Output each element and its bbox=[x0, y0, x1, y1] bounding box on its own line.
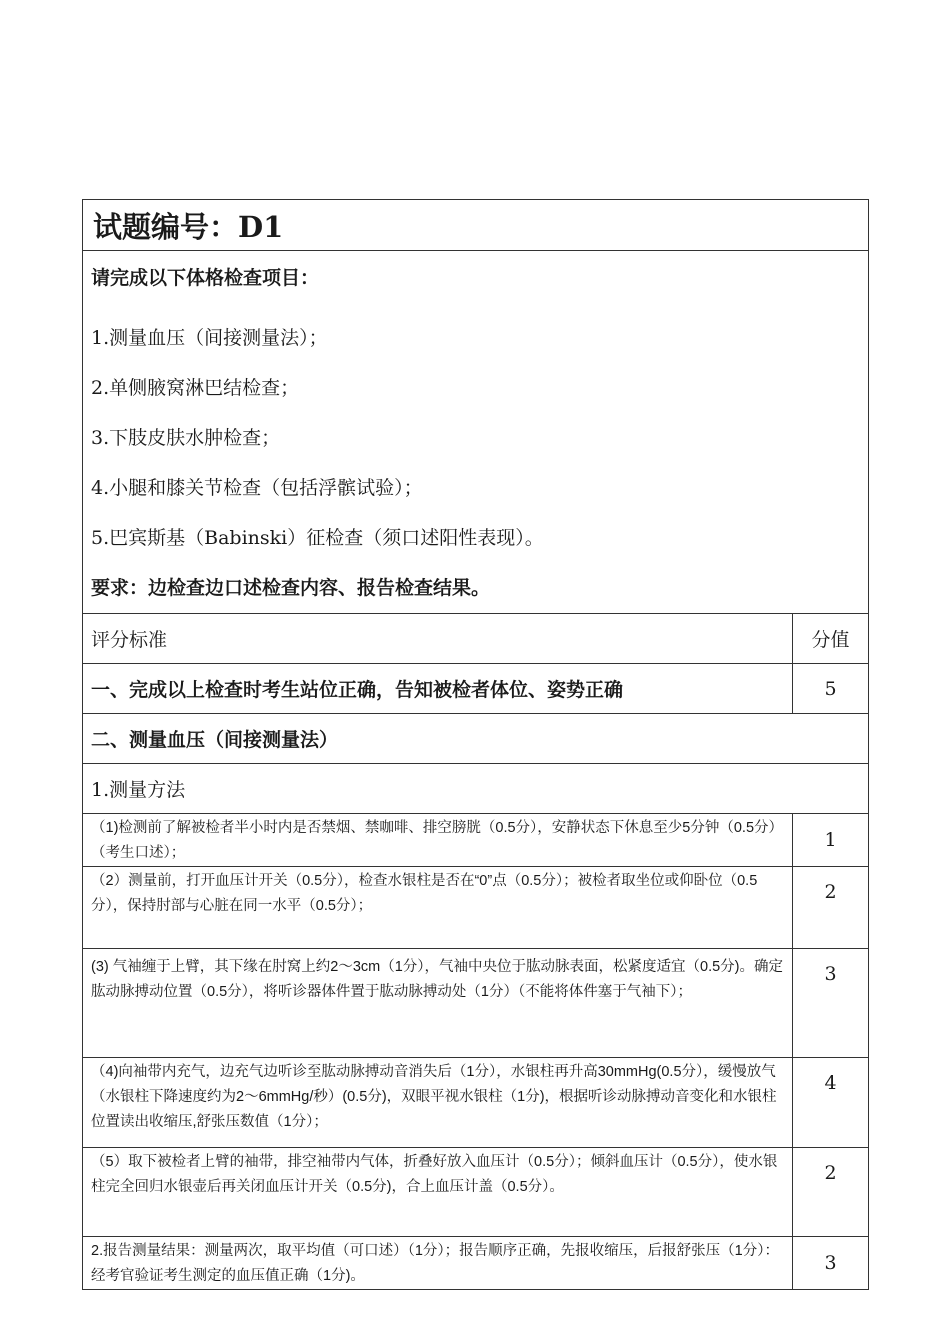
table-row bbox=[83, 949, 869, 1058]
instructions-heading: 请完成以下体格检查项目： bbox=[91, 267, 320, 289]
instruction-item: 2.单侧腋窝淋巴结检查； bbox=[91, 377, 300, 399]
criteria-text: （5）取下被检者上臂的袖带，排空袖带内气体，折叠好放入血压计（0.5分）；倾斜血压计（0.5分），使水银柱完全回归水银壶后再关闭血压计开关（0.5分)，合上血压计盖（0.5分）。 bbox=[83, 1148, 793, 1237]
table-row bbox=[83, 814, 869, 867]
instruction-item: 4.小腿和膝关节检查（包括浮髌试验）； bbox=[91, 477, 423, 499]
title-row bbox=[83, 200, 869, 251]
instructions-cell bbox=[83, 251, 869, 614]
instruction-item: 3.下肢皮肤水肿检查； bbox=[91, 427, 281, 449]
section1-text: 一、完成以上检查时考生站位正确，告知被检者体位、姿势正确 bbox=[83, 664, 793, 714]
criteria-score: 3 bbox=[793, 949, 869, 1058]
table-row bbox=[83, 1148, 869, 1237]
exam-sheet-table bbox=[82, 199, 869, 1290]
section1-row bbox=[83, 664, 869, 714]
grading-header-row bbox=[83, 614, 869, 664]
instruction-item: 5.巴宾斯基（Babinski）征检查（须口述阳性表现）。 bbox=[91, 527, 544, 549]
criteria-text: （2）测量前，打开血压计开关（0.5分），检查水银柱是否在“0”点（0.5分）；被检者取坐位或仰卧位（0.5分），保持肘部与心脏在同一水平（0.5分）； bbox=[83, 867, 793, 949]
table-row bbox=[83, 1237, 869, 1290]
criteria-score: 4 bbox=[793, 1058, 869, 1148]
criteria-text: （1)检测前了解被检者半小时内是否禁烟、禁咖啡、排空膀胱（0.5分），安静状态下休息至少5分钟（0.5分）（考生口述）； bbox=[83, 814, 793, 867]
criteria-header: 评分标准 bbox=[83, 614, 793, 664]
score-header: 分值 bbox=[793, 614, 869, 664]
criteria-score: 2 bbox=[793, 867, 869, 949]
subsection1-row bbox=[83, 764, 869, 814]
criteria-score: 2 bbox=[793, 1148, 869, 1237]
criteria-text: 2.报告测量结果：测量两次，取平均值（可口述）（1分）；报告顺序正确，先报收缩压，后报舒张压（1分）：经考官验证考生测定的血压值正确（1分)。 bbox=[83, 1237, 793, 1290]
section2-row bbox=[83, 714, 869, 764]
exam-title: 试题编号：D1 bbox=[83, 200, 869, 251]
criteria-score: 1 bbox=[793, 814, 869, 867]
section2-text: 二、测量血压（间接测量法） bbox=[83, 714, 869, 764]
table-row bbox=[83, 867, 869, 949]
criteria-text: （4)向袖带内充气，边充气边听诊至肱动脉搏动音消失后（1分），水银柱再升高30mmHg(0.5分），缓慢放气（水银柱下降速度约为2～6mmHg/秒）(0.5分)，双眼平视水银柱（1分)，根据听诊动脉搏动音变化和水银柱位置读出收缩压,舒张压数值（1分）； bbox=[83, 1058, 793, 1148]
instruction-item: 1.测量血压（间接测量法）； bbox=[91, 327, 328, 349]
table-row bbox=[83, 1058, 869, 1148]
section1-score: 5 bbox=[793, 664, 869, 714]
criteria-text: (3) 气袖缠于上臂，其下缘在肘窝上约2～3cm（1分），气袖中央位于肱动脉表面，松紧度适宜（0.5分)。确定肱动脉搏动位置（0.5分），将听诊器体件置于肱动脉搏动处（1分）（不能将体件塞于气袖下）； bbox=[83, 949, 793, 1058]
requirement-text: 要求：边检查边口述检查内容、报告检查结果。 bbox=[91, 577, 491, 599]
subsection1-text: 1.测量方法 bbox=[83, 764, 869, 814]
criteria-score: 3 bbox=[793, 1237, 869, 1290]
instructions-row bbox=[83, 251, 869, 614]
